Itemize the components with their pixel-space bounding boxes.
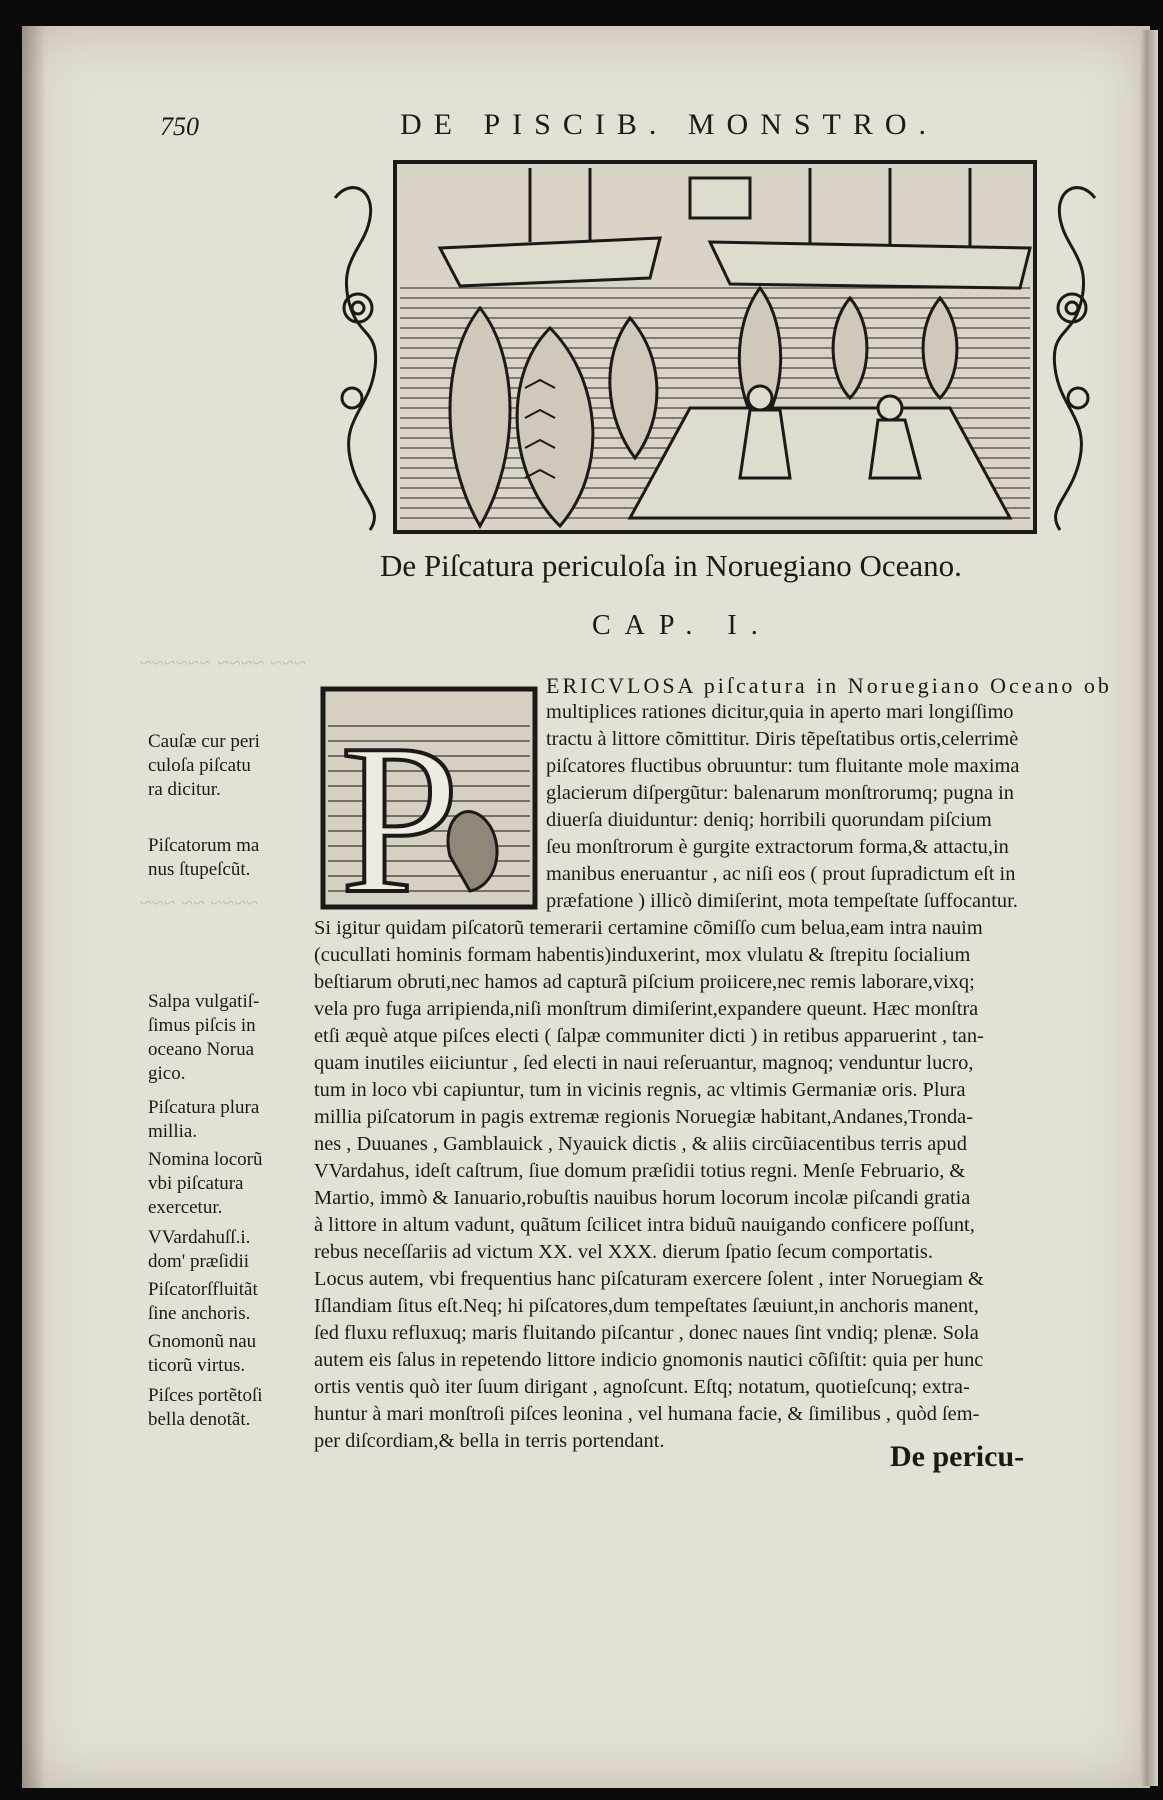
margin-note-line: Piſcatorum ma: [148, 835, 260, 856]
margin-note: [148, 1096, 308, 1144]
text-line: per diſcordiam,& bella in terris portendant.: [314, 1430, 665, 1452]
chapter-title: De Piſcatura periculoſa in Noruegiano Oceano.: [380, 548, 962, 583]
fishing-scene-illustration: [330, 158, 1100, 536]
margin-note-line: VVardahuſſ.i.: [148, 1227, 251, 1248]
margin-note-line: ſimus piſcis in: [148, 1015, 256, 1036]
text-line: huntur à mari monſtroſi piſces leonina , vel humana facie, & ſimilibus , quòd ſem-: [314, 1403, 980, 1425]
text-line: beſtiarum obruti,nec hamos ad capturã piſcium proiicere,nec remis laborare,vixq;: [314, 971, 975, 993]
text-line: ſeu monſtrorum è gurgite extractorum forma,& attactu,in: [546, 836, 1009, 858]
page-number: 750: [160, 112, 199, 141]
text-line: tum in loco vbi capiuntur, tum in vicinis regnis, ac vltimis Germaniæ oris. Plura: [314, 1079, 966, 1101]
margin-note-line: exercetur.: [148, 1197, 223, 1218]
running-head: DE PISCIB. MONSTRO.: [400, 108, 939, 141]
text-line: præfatione ) illicò dimiſerint, mota tempeſtate ſuffocantur.: [546, 890, 1018, 912]
chapter-number: CAP. I.: [592, 610, 772, 641]
text-line: Locus autem, vbi frequentius hanc piſcaturam exercere ſolent , inter Noruegiam &: [314, 1268, 984, 1290]
margin-note: [148, 1278, 308, 1326]
text-line: Iſlandiam ſitus eſt.Neq; hi piſcatores,dum tempeſtates ſæuiunt,in anchoris manent,: [314, 1295, 979, 1317]
margin-note-line: millia.: [148, 1121, 198, 1142]
text-line: multiplices rationes dicitur,quia in aperto mari longiſſimo: [546, 701, 1014, 723]
margin-note-line: bella denotãt.: [148, 1409, 251, 1430]
text-line: ſed fluxu refluxuq; maris fluitando piſcantur , donec naues ſint vndiq; plenæ. Sola: [314, 1322, 979, 1344]
margin-note-line: nus ſtupeſcũt.: [148, 859, 251, 880]
page-header: [160, 108, 960, 148]
main-paragraph: [314, 915, 1114, 1455]
text-line: nes , Duuanes , Gamblauick , Nyauick dictis , & aliis circũiacentibus terris apud: [314, 1133, 967, 1155]
margin-note-line: ra dicitur.: [148, 779, 221, 800]
margin-note-line: Piſcatorſfluitãt: [148, 1279, 258, 1300]
text-line: diuerſa diuiduntur: deniq; horribili quorundam piſcium: [546, 809, 992, 831]
margin-note-line: Salpa vulgatiſ-: [148, 991, 260, 1012]
text-line: piſcatores fluctibus obruuntur: tum fluitante mole maxima: [546, 755, 1020, 777]
margin-note-line: oceano Norua: [148, 1039, 255, 1060]
margin-note: [148, 1330, 308, 1378]
gutter-shadow: [22, 26, 46, 1788]
margin-note-line: culoſa piſcatu: [148, 755, 251, 776]
margin-note-line: Gnomonũ nau: [148, 1331, 257, 1352]
text-line: à littore in altum vadunt, quãtum ſcilicet intra biduũ nauigando conficere poſſunt,: [314, 1214, 975, 1236]
text-line: vela pro fuga arripienda,niſi monſtrum dimiſerint,expandere queunt. Hæc monſtra: [314, 998, 979, 1020]
margin-note-line: gico.: [148, 1063, 186, 1084]
show-through-decoration: ~~~ ~~~~ ~~~~~~: [140, 650, 306, 675]
margin-note-line: ſine anchoris.: [148, 1303, 251, 1324]
margin-note-line: Piſces portẽtoſi: [148, 1385, 263, 1406]
text-line: ERICVLOSA piſcatura in Noruegiano Oceano ob: [546, 673, 1112, 698]
text-line: manibus eneruantur , ac niſi eos ( prout ſupradictum eſt in: [546, 863, 1016, 885]
text-line: (cucullati hominis formam habentis)induxerint, mox vlulatu & ſtrepitu ſocialium: [314, 944, 971, 966]
show-through-decoration: ~~~~ ~~ ~~~: [140, 890, 259, 915]
margin-note-line: ticorũ virtus.: [148, 1355, 246, 1376]
text-line: rebus neceſſariis ad victum XX. vel XXX. dierum ſpatio ſecum comportatis.: [314, 1241, 933, 1263]
woodcut-illustration: [330, 158, 1100, 536]
text-line: etſi æquè atque piſces electi ( ſalpæ communiter dicti ) in retibus apparuerint , tan-: [314, 1025, 984, 1047]
margin-note: [148, 1384, 308, 1432]
page-edge: [1140, 30, 1158, 1786]
initial-letter-illustration: [320, 686, 538, 910]
text-line: glacierum diſpergũtur: balenarum monſtrorumq; pugna in: [546, 782, 1014, 804]
text-line: quam inutiles eiiciuntur , ſed electi in naui reſeruantur, magnoq; venduntur lucro,: [314, 1052, 974, 1074]
margin-note-line: Nomina locorũ: [148, 1149, 263, 1170]
margin-note: [148, 834, 308, 882]
first-paragraph: [546, 672, 1116, 915]
text-line: VVardahus, ideſt caſtrum, ſiue domum præſidii totius regni. Menſe Februario, &: [314, 1160, 966, 1182]
text-line: autem eis ſalus in repetendo littore indicio gnomonis nautici cõſiſtit: quia per hunc: [314, 1349, 984, 1371]
margin-note-line: Cauſæ cur peri: [148, 731, 260, 752]
catchword: De pericu-: [890, 1440, 1025, 1473]
text-line: Martio, immò & Ianuario,robuſtis nauibus horum locorum incolæ piſcandi gratia: [314, 1187, 971, 1209]
text-line: tractu à littore cõmittitur. Diris tẽpeſtatibus ortis,celerrimè: [546, 728, 1019, 750]
margin-note: [148, 990, 308, 1086]
margin-note: [148, 1226, 308, 1274]
decorated-initial: [320, 686, 538, 910]
margin-note-line: vbi piſcatura: [148, 1173, 244, 1194]
text-line: millia piſcatorum in pagis extremæ regionis Noruegiæ habitant,Andanes,Tronda-: [314, 1106, 973, 1128]
margin-note: [148, 730, 308, 802]
margin-note: [148, 1148, 308, 1220]
text-line: ortis ventis quò iter ſuum dirigant , agnoſcunt. Eſtq; notatum, quotieſcunq; extra-: [314, 1376, 970, 1398]
margin-note-line: dom' præſidii: [148, 1251, 250, 1272]
initial-letter: P: [340, 699, 460, 910]
margin-note-line: Piſcatura plura: [148, 1097, 260, 1118]
text-line: Si igitur quidam piſcatorũ temerarii certamine cõmiſſo cum belua,eam intra nauim: [314, 917, 983, 939]
